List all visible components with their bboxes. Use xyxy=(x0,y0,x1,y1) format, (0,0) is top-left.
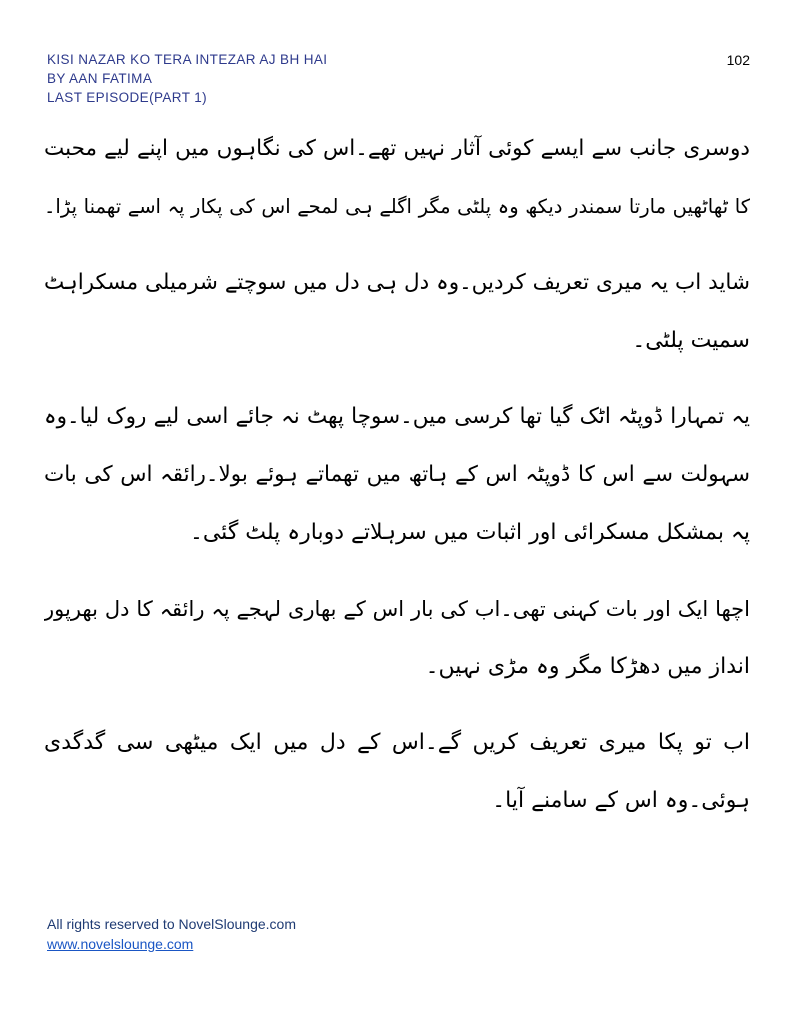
text-line: شاید اب یہ میری تعریف کردیں۔وہ دل ہی دل میں سوچتے شرمیلی مسکراہٹ xyxy=(44,270,750,295)
text-line: اب تو پکا میری تعریف کریں گے۔اس کے دل میں ایک میٹھی سی گدگدی xyxy=(44,730,750,755)
author-name: BY AAN FATIMA xyxy=(47,71,153,86)
text-line: اچھا ایک اور بات کہنی تھی۔اب کی بار اس کے بھاری لہجے پہ رائقہ کا دل بھرپور xyxy=(44,597,750,621)
text-line: کا ٹھاٹھیں مارتا سمندر دیکھ وہ پلٹی مگر اگلے ہی لمحے اس کی پکار پہ اسے تھمنا پڑا۔ xyxy=(44,195,750,218)
paragraph-3 xyxy=(44,388,750,562)
paragraph-1 xyxy=(44,120,750,236)
page-number: 102 xyxy=(726,52,750,68)
text-line: سمیت پلٹی۔ xyxy=(632,328,750,353)
episode-label: LAST EPISODE(PART 1) xyxy=(47,90,208,105)
paragraph-2 xyxy=(44,254,750,370)
paragraph-4 xyxy=(44,580,750,696)
page-footer xyxy=(47,914,447,954)
paragraph-5 xyxy=(44,714,750,830)
text-line: یہ تمہارا ڈوپٹہ اٹک گیا تھا کرسی میں۔سوچا پھٹ نہ جائے اسی لیے روک لیا۔وہ xyxy=(44,404,750,429)
website-link[interactable]: www.novelslounge.com xyxy=(47,936,194,952)
text-line: دوسری جانب سے ایسے کوئی آثار نہیں تھے۔اس کی نگاہوں میں اپنے لیے محبت xyxy=(44,136,750,161)
text-line: پہ بمشکل مسکرائی اور اثبات میں سرہلاتے دوبارہ پلٹ گئی۔ xyxy=(189,520,750,545)
text-line: سہولت سے اس کا ڈوپٹہ اس کے ہاتھ میں تھماتے ہوئے بولا۔رائقہ اس کی بات xyxy=(44,462,750,487)
text-line: ہوئی۔وہ اس کے سامنے آیا۔ xyxy=(492,788,750,813)
page-header xyxy=(47,50,467,107)
copyright-notice: All rights reserved to NovelSlounge.com xyxy=(47,916,297,932)
novel-title: KISI NAZAR KO TERA INTEZAR AJ BH HAI xyxy=(47,52,328,67)
story-text xyxy=(44,120,750,848)
text-line: انداز میں دھڑکا مگر وہ مڑی نہیں۔ xyxy=(425,654,750,679)
